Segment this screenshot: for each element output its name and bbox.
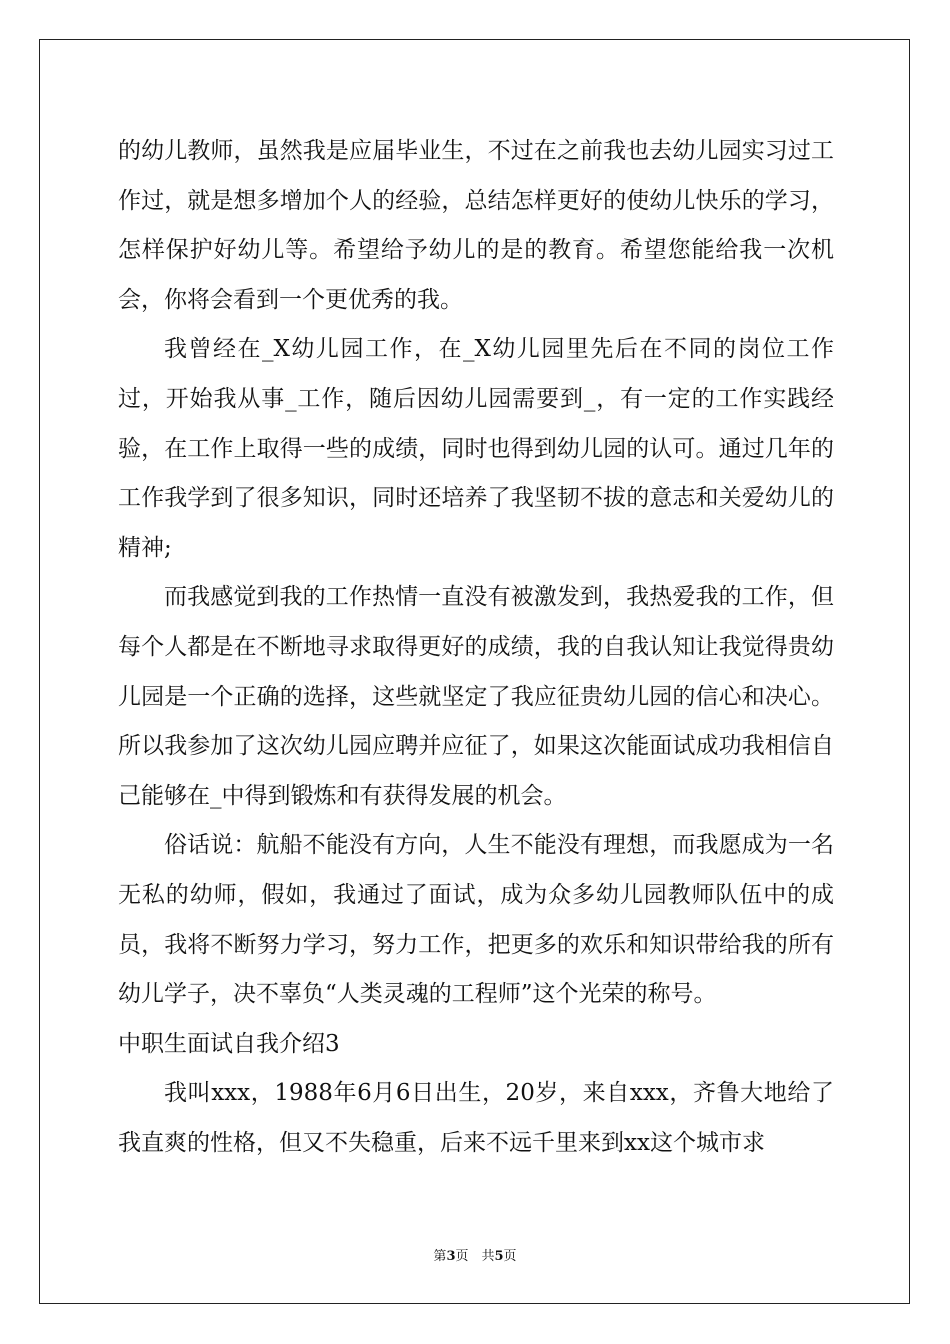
paragraph-1: 的幼儿教师，虽然我是应届毕业生，不过在之前我也去幼儿园实习过工作过，就是想多增加个人的经验，总结怎样更好的使幼儿快乐的学习，怎样保护好幼儿等。希望给予幼儿的是的教育。希望您能给我一次机会，你将会看到一个更优秀的我。	[118, 138, 834, 313]
page-mid: 页 共	[455, 1249, 495, 1264]
total-pages-number: 5	[494, 1249, 504, 1264]
paragraph-5: 我叫xxx，1988年6月6日出生，20岁，来自xxx，齐鲁大地给了我直爽的性格，但又不失稳重，后来不远千里来到xx这个城市求	[118, 1080, 834, 1156]
page-footer	[0, 1245, 950, 1264]
page-suffix: 页	[503, 1249, 517, 1264]
paragraph-4: 俗话说：航船不能没有方向，人生不能没有理想，而我愿成为一名无私的幼师，假如，我通过了面试，成为众多幼儿园教师队伍中的成员，我将不断努力学习，努力工作，把更多的欢乐和知识带给我的所有幼儿学子，决不辜负“人类灵魂的工程师”这个光荣的称号。	[118, 832, 834, 1008]
document-body	[118, 127, 834, 1168]
section-heading: 中职生面试自我介绍3	[118, 1030, 340, 1057]
paragraph-3: 而我感觉到我的工作热情一直没有被激发到，我热爱我的工作，但每个人都是在不断地寻求取得更好的成绩，我的自我认知让我觉得贵幼儿园是一个正确的选择，这些就坚定了我应征贵幼儿园的信心和决心。所以我参加了这次幼儿园应聘并应征了，如果这次能面试成功我相信自己能够在_中得到锻炼和有获得发展的机会。	[118, 584, 834, 809]
current-page-number: 3	[446, 1249, 456, 1264]
paragraph-2: 我曾经在_X幼儿园工作，在_X幼儿园里先后在不同的岗位工作过，开始我从事_工作，随后因幼儿园需要到_，有一定的工作实践经验，在工作上取得一些的成绩，同时也得到幼儿园的认可。通过几年的工作我学到了很多知识，同时还培养了我坚韧不拔的意志和关爱幼儿的精神;	[118, 336, 834, 561]
page-prefix: 第	[433, 1249, 447, 1264]
